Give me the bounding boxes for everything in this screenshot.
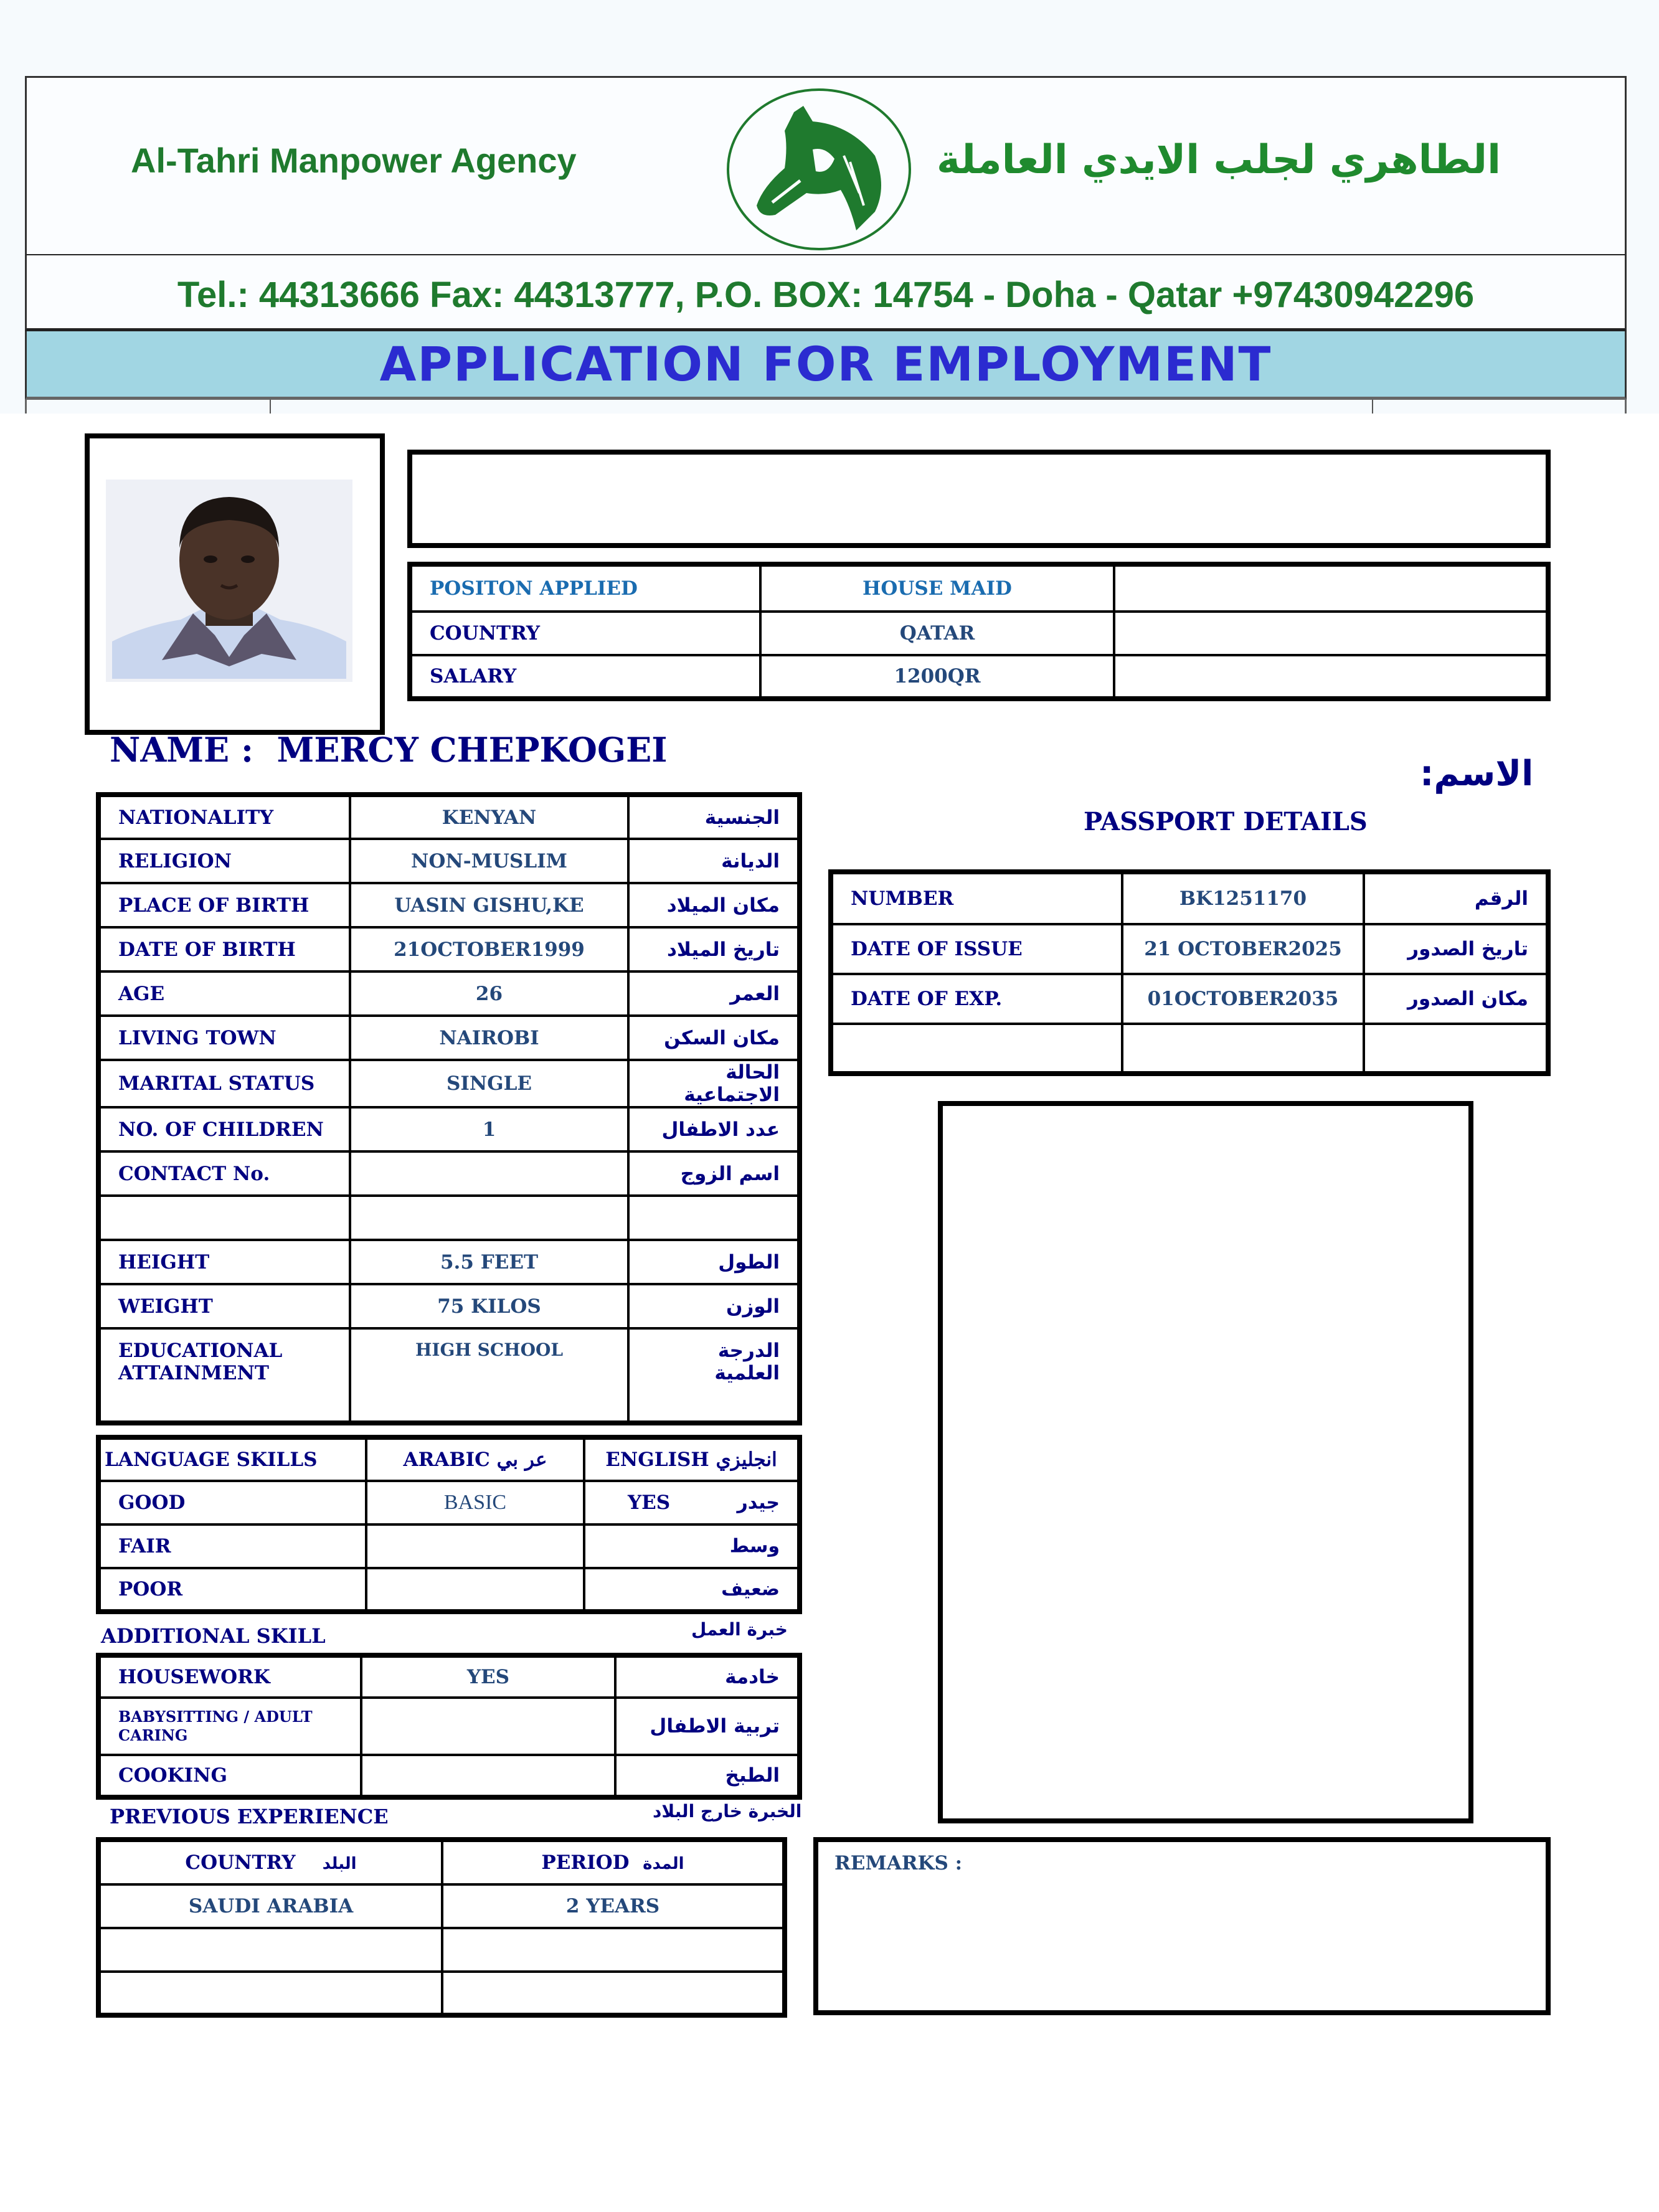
table-row xyxy=(831,1024,1548,1074)
language-skills-header: LANGUAGE SKILLS xyxy=(98,1437,366,1481)
period-header-en: PERIOD xyxy=(541,1851,630,1874)
cropped-header-row xyxy=(25,400,1627,415)
table-row xyxy=(98,1655,800,1698)
field-label: RELIGION xyxy=(98,839,350,883)
field-label-arabic: مكان الميلاد xyxy=(628,883,800,927)
field-label-arabic: الطول xyxy=(628,1240,800,1284)
passport-field-label-arabic xyxy=(1364,1024,1548,1074)
experience-period: 2 YEARS xyxy=(442,1884,785,1928)
field-label: MARITAL STATUS xyxy=(98,1060,350,1107)
field-label-arabic: الديانة xyxy=(628,839,800,883)
table-row xyxy=(98,1196,800,1240)
table-row xyxy=(98,1840,785,1884)
position-extra xyxy=(1114,564,1548,612)
table-row xyxy=(98,1972,785,2015)
passport-field-label: DATE OF ISSUE xyxy=(831,924,1122,974)
country-header-ar: البلد xyxy=(322,1855,357,1873)
passport-field-label-arabic: مكان الصدور xyxy=(1364,974,1548,1024)
field-label-arabic: تاريخ الميلاد xyxy=(628,927,800,971)
table-row xyxy=(98,1060,800,1107)
passport-field-value xyxy=(1122,1024,1364,1074)
name-label: NAME : xyxy=(110,730,253,770)
form-title: APPLICATION FOR EMPLOYMENT xyxy=(379,336,1272,392)
experience-country-header xyxy=(98,1840,442,1884)
name-value: MERCY CHEPKOGEI xyxy=(276,730,668,770)
skill-label: HOUSEWORK xyxy=(98,1655,361,1698)
passport-field-label: NUMBER xyxy=(831,872,1122,924)
field-label-arabic xyxy=(628,1196,800,1240)
passport-field-label-arabic: الرقم xyxy=(1364,872,1548,924)
passport-table xyxy=(828,869,1551,1076)
field-value: 75 KILOS xyxy=(350,1284,628,1328)
salary-extra xyxy=(1114,655,1548,699)
proficiency-label-arabic: ضعيف xyxy=(721,1578,780,1600)
country-label: COUNTRY xyxy=(410,612,760,655)
period-header-ar: المدة xyxy=(643,1855,684,1873)
previous-experience-table xyxy=(96,1837,787,2018)
name-label-arabic: الاسم: xyxy=(1420,754,1534,794)
field-label: LIVING TOWN xyxy=(98,1016,350,1060)
english-header: ENGLISH انجليزي xyxy=(584,1437,800,1481)
previous-experience-title-arabic: الخبرة خارج البلاد xyxy=(653,1801,802,1822)
skill-label-arabic: الطبخ xyxy=(615,1755,800,1797)
field-label-arabic: الوزن xyxy=(628,1284,800,1328)
passport-field-value: BK1251170 xyxy=(1122,872,1364,924)
passport-field-label-arabic: تاريخ الصدور xyxy=(1364,924,1548,974)
field-value: NAIROBI xyxy=(350,1016,628,1060)
full-photo-frame xyxy=(938,1101,1473,1823)
table-row xyxy=(410,612,1548,655)
field-label: WEIGHT xyxy=(98,1284,350,1328)
country-extra xyxy=(1114,612,1548,655)
experience-country xyxy=(98,1972,442,2015)
table-row xyxy=(98,1755,800,1797)
proficiency-label-arabic: وسط xyxy=(729,1535,780,1557)
agency-name-english: Al-Tahri Manpower Agency xyxy=(131,141,577,180)
contact-line: Tel.: 44313666 Fax: 44313777, P.O. BOX: 14754 - Doha - Qatar +97430942296 xyxy=(177,275,1475,315)
field-value: SINGLE xyxy=(350,1060,628,1107)
field-label-arabic: العمر xyxy=(628,971,800,1016)
field-label: PLACE OF BIRTH xyxy=(98,883,350,927)
passport-field-label: DATE OF EXP. xyxy=(831,974,1122,1024)
table-row xyxy=(98,1568,800,1612)
table-row xyxy=(831,974,1548,1024)
table-row xyxy=(98,1107,800,1151)
table-row xyxy=(98,927,800,971)
country-header-en: COUNTRY xyxy=(185,1851,296,1874)
additional-skill-title: ADDITIONAL SKILL xyxy=(101,1624,326,1648)
arabic-header: ARABIC عر بي xyxy=(366,1437,584,1481)
passport-details-title: PASSPORT DETAILS xyxy=(1084,807,1368,836)
table-row xyxy=(410,564,1548,612)
reference-box xyxy=(407,450,1551,548)
experience-country: SAUDI ARABIA xyxy=(98,1884,442,1928)
skill-label-arabic: تربية الاطفال xyxy=(615,1698,800,1755)
proficiency-label: POOR xyxy=(98,1568,366,1612)
experience-period xyxy=(442,1928,785,1972)
field-value: NON-MUSLIM xyxy=(350,839,628,883)
field-value: HIGH SCHOOL xyxy=(350,1328,628,1423)
table-row xyxy=(410,655,1548,699)
field-label: NO. OF CHILDREN xyxy=(98,1107,350,1151)
table-row xyxy=(98,883,800,927)
english-level-value: YES xyxy=(628,1491,671,1514)
table-row xyxy=(98,1928,785,1972)
arabic-level xyxy=(366,1524,584,1568)
table-row xyxy=(98,795,800,839)
english-level xyxy=(584,1481,800,1524)
field-value xyxy=(350,1151,628,1196)
proficiency-label: GOOD xyxy=(98,1481,366,1524)
field-label: DATE OF BIRTH xyxy=(98,927,350,971)
field-label: HEIGHT xyxy=(98,1240,350,1284)
passport-field-value: 21 OCTOBER2025 xyxy=(1122,924,1364,974)
field-label-arabic: مكان السكن xyxy=(628,1016,800,1060)
skill-value xyxy=(361,1698,615,1755)
remarks-label: REMARKS : xyxy=(834,1852,963,1874)
field-label: EDUCATIONAL ATTAINMENT xyxy=(98,1328,350,1423)
field-label-arabic: عدد الاطفال xyxy=(628,1107,800,1151)
field-value xyxy=(350,1196,628,1240)
skill-label: BABYSITTING / ADULT CARING xyxy=(98,1698,361,1755)
skill-label: COOKING xyxy=(98,1755,361,1797)
field-label-arabic: الجنسية xyxy=(628,795,800,839)
passport-field-value: 01OCTOBER2035 xyxy=(1122,974,1364,1024)
table-row xyxy=(831,872,1548,924)
skill-value: YES xyxy=(361,1655,615,1698)
field-label: CONTACT No. xyxy=(98,1151,350,1196)
skill-label-arabic: خادمة xyxy=(615,1655,800,1698)
table-row xyxy=(98,1240,800,1284)
table-row xyxy=(98,971,800,1016)
table-row xyxy=(98,1016,800,1060)
country-value: QATAR xyxy=(760,612,1114,655)
field-value: UASIN GISHU,KE xyxy=(350,883,628,927)
field-value: 1 xyxy=(350,1107,628,1151)
passport-field-label xyxy=(831,1024,1122,1074)
experience-period-header xyxy=(442,1840,785,1884)
additional-skill-table xyxy=(96,1653,802,1800)
agency-name-arabic: الطاهري لجلب الايدي العاملة xyxy=(937,137,1501,183)
salary-value: 1200QR xyxy=(760,655,1114,699)
experience-country xyxy=(98,1928,442,1972)
field-label: AGE xyxy=(98,971,350,1016)
field-label: NATIONALITY xyxy=(98,795,350,839)
proficiency-label: FAIR xyxy=(98,1524,366,1568)
field-value: 5.5 FEET xyxy=(350,1240,628,1284)
table-row xyxy=(98,1698,800,1755)
language-skills-table xyxy=(96,1435,802,1614)
position-table xyxy=(407,562,1551,701)
skill-value xyxy=(361,1755,615,1797)
experience-period xyxy=(442,1972,785,2015)
field-label-arabic: الدرجة العلمية xyxy=(628,1328,800,1423)
applicant-photo xyxy=(106,480,352,682)
english-level xyxy=(584,1568,800,1612)
additional-skill-title-arabic: خبرة العمل xyxy=(691,1619,788,1640)
personal-details-table xyxy=(96,792,802,1425)
field-label-arabic: الحالة الاجتماعية xyxy=(628,1060,800,1107)
applicant-name xyxy=(110,730,668,770)
table-row xyxy=(98,1884,785,1928)
position-value: HOUSE MAID xyxy=(760,564,1114,612)
salary-label: SALARY xyxy=(410,655,760,699)
table-row xyxy=(98,1481,800,1524)
table-row xyxy=(98,1524,800,1568)
table-row xyxy=(98,839,800,883)
table-row xyxy=(98,1151,800,1196)
field-value: KENYAN xyxy=(350,795,628,839)
position-label: POSITON APPLIED xyxy=(410,564,760,612)
table-row xyxy=(98,1284,800,1328)
table-row xyxy=(98,1328,800,1423)
field-value: 21OCTOBER1999 xyxy=(350,927,628,971)
proficiency-label-arabic: جيدر xyxy=(737,1491,780,1514)
table-row xyxy=(98,1437,800,1481)
table-row xyxy=(831,924,1548,974)
field-label-arabic: اسم الزوج xyxy=(628,1151,800,1196)
field-label xyxy=(98,1196,350,1240)
english-level xyxy=(584,1524,800,1568)
arabic-level xyxy=(366,1568,584,1612)
previous-experience-title: PREVIOUS EXPERIENCE xyxy=(110,1805,389,1828)
arabic-level: BASIC xyxy=(366,1481,584,1524)
horse-head-logo-icon xyxy=(726,87,912,252)
field-value: 26 xyxy=(350,971,628,1016)
